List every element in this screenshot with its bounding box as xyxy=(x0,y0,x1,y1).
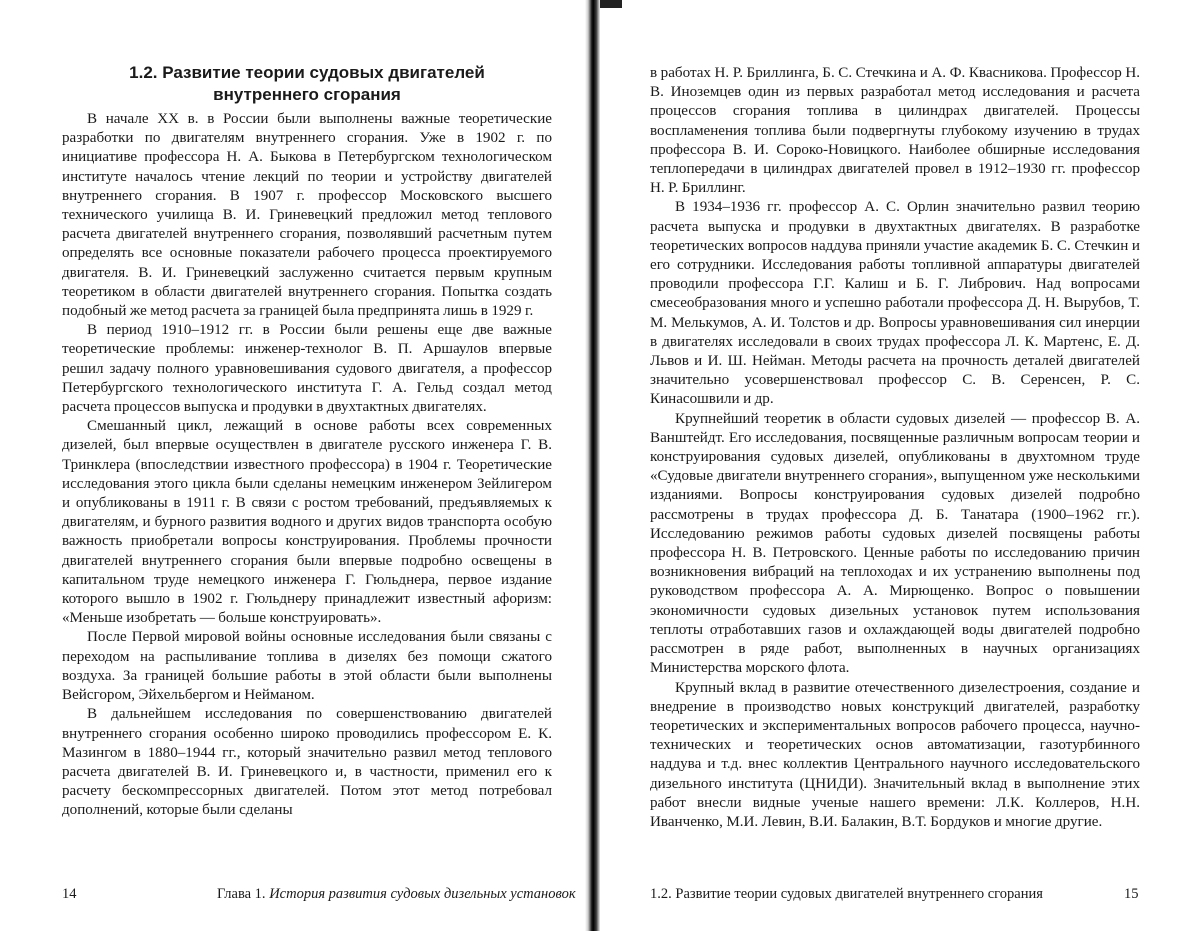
paragraph: Крупный вклад в развитие отечественного дизелестроения, создание и внедрение в производство новых конструкций двига­телей, разработку теоретических и экспериментальных вопросов рабочего процесса, научно-технических и теоретических основ автоматизации, газотурбинного наддува и т.д. внес коллектив Центрального научного исследовательского дизельного института (ЦНИДИ). Значительный вклад в выполнение этих работ внесли видные ученые нашего времени: Л.К. Коллеров, Н.Н. Иванченко, М.И. Левин, В.И. Балакин, В.Т. Бордуков и многие другие. xyxy=(650,679,1140,833)
left-page xyxy=(0,0,585,931)
running-head-right: 1.2. Развитие теории судовых двигателей внутреннего сгорания xyxy=(650,884,1043,904)
paragraph: В 1934–1936 гг. профессор А. С. Орлин значительно развил теорию расчета выпуска и продувки в двухтактных двигателях. В разработке теоретических вопросов наддува приняли участие академик Б. С. Стечкин и его сотрудники. Исследования работы топливной аппаратуры двигателей проводили профессора Г.Г. Ка­лиш и Б. Г. Либрович. Над вопросами смесеобразования много и успешно работали профессора Д. Н. Вырубов, Т. М. Мелькумов, А. И. Толстов и др. Вопросы уравновешивания сил инерции в дви­гателях исследовали в своих трудах профессора Л. К. Мартенс, Е. Д. Львов и И. Ш. Нейман. Методы расчета на прочность деталей двигателей значительно усовершенствовал профессор С. В. Серен­сен, Р. С. Кинасошвили и др. xyxy=(650,198,1140,409)
page-number-right: 15 xyxy=(1124,884,1139,904)
paragraph: После Первой мировой войны основные исследования были связаны с переходом на распыливание топлива в дизелях без по­мощи сжатого воздуха. За границей большие работы в этой облас­ти были выполнены Вейсгором, Эйхельбергом и Нейманом. xyxy=(62,628,552,705)
paragraph: в работах Н. Р. Бриллинга, Б. С. Стечкина и А. Ф. Квасникова. Профессор Н. В. Иноземцев один из первых разработал метод ис­следования и расчета процессов сгорания топлива в цилиндрах двигателей. Процессы воспламенения топлива были подвергнуты глубокому изучению в трудах профессора В. И. Сороко-Новицко­го. Наиболее обширные исследования теплопередачи в цилиндрах двигателей провел в 1912–1930 гг. профессор Н. Р. Бриллинг. xyxy=(650,64,1140,198)
paragraph: В дальнейшем исследования по совершенствованию двигате­лей внутреннего сгорания особенно широко проводились профес­сором Е. К. Мазингом в 1880–1944 гг., который значительно раз­вил метод теплового расчета двигателей В. И. Гриневецкого и, в частности, применил его к расчету бескомпрессорных двигателей. Потом этот метод потребовал дополнений, которые были сделаны xyxy=(62,705,552,820)
section-heading xyxy=(64,62,550,106)
left-text-column xyxy=(62,110,552,821)
right-page xyxy=(600,0,1200,931)
page-number-left: 14 xyxy=(62,884,77,904)
running-head-left xyxy=(217,884,576,904)
paragraph: В начале XX в. в России были выполнены важные теоретиче­ские разработки по двигателям внутреннего сгорания. Уже в 1902 г. по инициативе профессора Н. А. Быкова в Петербургском техно­логическом институте началось чтение лекций по теории и уст­ройству двигателей внутреннего сгорания. В 1907 г. профессор Московского высшего технического училища В. И. Гриневецкий предложил метод теплового расчета двигателей внутреннего сго­рания, позволявший расчетным путем определять все основные по­казатели рабочего процесса проектируемого двигателя. В. И. Гри­невецкий заслуженно считается первым крупным теоретиком в об­ласти двигателей внутреннего сгорания. Попытка создать подоб­ный же метод расчета за границей была предпринята лишь в 1929 г. xyxy=(62,110,552,321)
heading-line-1: 1.2. Развитие теории судовых двигателей xyxy=(64,62,550,84)
heading-line-2: внутреннего сгорания xyxy=(64,84,550,106)
paragraph: Смешанный цикл, лежащий в основе работы всех современ­ных дизелей, был впервые осуществлен в двигателе русского ин­женера Г. В. Тринклера (впоследствии известного профессора) в 1904 г. Теоретические исследования этого цикла были сделаны немецким инженером Зейлигером и опубликованы в 1911 г. В свя­зи с ростом требований, предъявляемых к двигателям, и бурного развития водного и других видов транспорта особую важность приобретали вопросы конструирования. Проблемы прочности дви­гателей внутреннего сгорания были впервые подробно освещены в капитальном труде немецкого инженера Г. Гюльднера, первое из­дание которого вышло в 1902 г. Гюльднеру принадлежит известный афоризм: «Меньше изобретать — больше конструировать». xyxy=(62,417,552,628)
running-head-chapter-title: История развития судовых дизельных установок xyxy=(269,886,575,902)
running-head-chapter: Глава 1. xyxy=(217,886,269,902)
paragraph: В период 1910–1912 гг. в России были решены еще две важные теоретические проблемы: инженер-технолог В. П. Аршаулов впер­вые решил задачу полного уравновешивания судового двигателя, а профессор Петербургского технологического института Г. А. Гельд создал метод расчета процессов выпуска и продувки в двухтактных двигателях. xyxy=(62,321,552,417)
right-text-column xyxy=(650,64,1140,832)
paragraph: Крупнейший теоретик в области судовых дизелей — профес­сор В. А. Ванштейдт. Его исследования, посвященные различным вопросам теории и конструирования судовых дизелей, опублико­ваны в двухтомном труде «Судовые двигатели внутреннего сгора­ния», выпущенном уже несколькими изданиями. Вопросы конст­руирования судовых дизелей подробно рассмотрены в трудах профессора Д. Б. Танатара (1900–1962 гг.). Исследованию режи­мов работы судовых дизелей посвящены работы профессора Н. В. Петровского. Ценные работы по исследованию причин воз­никновения вибраций на теплоходах и их устранению выполнены под руководством профессора А. А. Мирющенко. Вопрос о повы­шении экономичности судовых дизельных установок путем ис­пользования теплоты отработавших газов и охлаждающей воды двигателей подробно рассмотрен в ряде работ, выполненных в научных организациях Министерства морского флота. xyxy=(650,410,1140,679)
book-spine xyxy=(585,0,600,931)
